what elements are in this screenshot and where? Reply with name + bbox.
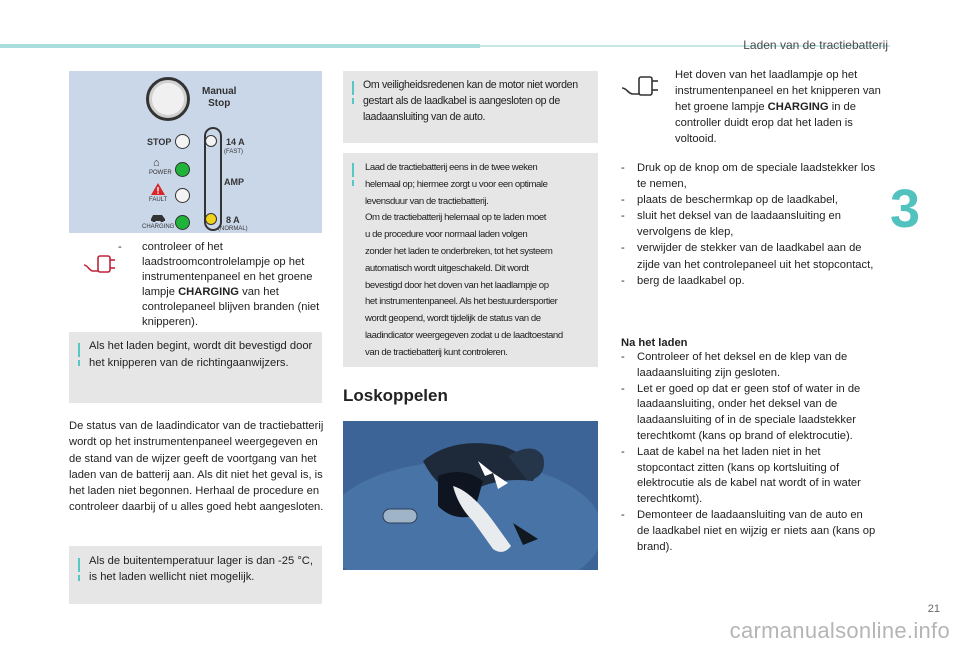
note-line: u de procedure voor normaal laden volgen xyxy=(365,229,528,241)
note-line: Laad de tractiebatterij eens in de twee weken xyxy=(365,162,538,173)
intro-bold: CHARGING xyxy=(767,101,829,113)
list-item: - Let er goed op dat er geen stof of water in de laadaansluiting, onder het deksel van de laadaansluiting of in de speciale laadstekker terechtkomt (kans op brand of elektrocutie). xyxy=(621,382,876,445)
plug-icon-right xyxy=(620,70,660,103)
note-marker xyxy=(78,343,80,357)
note-box-full-charge xyxy=(343,153,598,367)
list-item: - Druk op de knop om de speciale laadstekker los te nemen, xyxy=(621,160,876,192)
status-paragraph: De status van de laadindicator van de tractiebatterij wordt op het instrumentenpaneel weergegeven en de stand van de wijzer geeft de voortgang van het laden van de batterij aan. Als dit niet het geval is, is het laden niet begonnen. Herhaal de procedure en controleer daarbij of u alles goed hebt aangesloten. xyxy=(69,420,324,514)
note-blinkers-text: Als het laden begint, wordt dit bevestigd door het knipperen van de richtingaanwijzers. xyxy=(89,340,313,369)
list-item: - Demonteer de laadaansluiting van de auto en de laadkabel niet en wijzig er niets aan (kans op brand). xyxy=(621,508,876,555)
after-charging-heading: Na het laden xyxy=(621,337,688,349)
note-line: wordt geopend, wordt tijdelijk de status van de xyxy=(365,313,541,325)
note-line: automatisch wordt uitgeschakeld. Dit wordt xyxy=(365,262,529,274)
chapter-number: 3 xyxy=(890,179,921,239)
power-led xyxy=(175,162,190,177)
note-marker xyxy=(78,558,80,572)
intro-text: Het doven van het laadlampje op het instrumentenpaneel en het knipperen van het groene lampje xyxy=(675,69,881,113)
disconnect-steps-list xyxy=(621,160,876,289)
normal-label: (NORMAL) xyxy=(218,226,248,232)
note-line: het instrumentenpaneel. Als het bestuurdersportier xyxy=(365,296,558,308)
list-item: - plaats de beschermkap op de laadkabel, xyxy=(621,192,876,208)
note-line: helemaal op; hiermee zorgt u voor een optimale xyxy=(365,178,548,190)
stop-label: STOP xyxy=(147,137,172,147)
note-line: Om de tractiebatterij helemaal op te laden moet xyxy=(365,212,546,224)
note-safety-text: Om veiligheidsredenen kan de motor niet worden gestart als de laadkabel is aangesloten op de laadaansluiting van de auto. xyxy=(363,79,578,123)
amp-8-led xyxy=(205,213,217,225)
check-item-end: van het controlepaneel blijven branden (niet knipperen). xyxy=(142,286,320,328)
note-full-charge-text xyxy=(365,160,594,362)
note-box-safety xyxy=(343,71,598,143)
check-item-text: controleer of het laadstroomcontrolelampje op het instrumentenpaneel en het groene lampje xyxy=(142,241,313,298)
intro-end: in de controller duidt erop dat het laden is voltooid. xyxy=(675,101,856,145)
manual-label: Manual xyxy=(202,86,237,97)
list-item: - verwijder de stekker van de laadkabel aan de zijde van het controlepaneel uit het stopcontact, xyxy=(621,240,876,272)
amp-14-led xyxy=(205,135,217,147)
charging-led xyxy=(175,215,190,230)
note-box-temperature xyxy=(69,546,322,604)
note-line: zonder het laden te onderbreken, tot het systeem xyxy=(365,245,553,257)
note-marker xyxy=(352,81,354,95)
note-line: levensduur van de tractiebatterij. xyxy=(365,195,489,207)
section-title: Laden van de tractiebatterij xyxy=(743,38,888,52)
power-label: POWER xyxy=(149,170,172,176)
charging-control-panel-illustration xyxy=(69,71,322,233)
watermark: carmanualsonline.info xyxy=(729,618,950,643)
charging-port-photo xyxy=(343,421,598,570)
note-marker xyxy=(352,163,354,177)
fast-label: (FAST) xyxy=(224,149,243,155)
note-temperature-text: Als de buitentemperatuur lager is dan -25 °C, is het laden wellicht niet mogelijk. xyxy=(89,555,313,583)
stop-sub-label: Stop xyxy=(208,98,231,109)
charging-complete-intro xyxy=(675,67,885,147)
amp-8-label: 8 A xyxy=(226,215,240,225)
note-line: laadindicator weergegeven zodat u de laadtoestand xyxy=(365,329,563,341)
list-item: - sluit het deksel van de laadaansluiting en vervolgens de klep, xyxy=(621,208,876,240)
amp-label: AMP xyxy=(224,177,244,187)
after-charging-list xyxy=(621,350,876,555)
fault-label: FAULT xyxy=(149,197,168,203)
charging-label: CHARGING xyxy=(142,224,175,230)
note-line: bevestigd door het doven van het laadlampje op xyxy=(365,279,549,291)
list-item: - Laat de kabel na het laden niet in het stopcontact zitten (kans op kortsluiting of elektrocutie als de kabel nat wordt of in water terechtkomt). xyxy=(621,445,876,508)
note-line: van de tractiebatterij kunt controleren. xyxy=(365,346,508,358)
fault-led xyxy=(175,188,190,203)
section-heading-disconnect: Loskoppelen xyxy=(343,386,448,405)
page-number: 21 xyxy=(927,603,940,615)
check-item: - controleer of het laadstroomcontrolelampje op het instrumentenpaneel en het groene lampje CHARGING van het controlepaneel blijven branden (niet knipperen). xyxy=(118,241,320,328)
home-icon: ⌂ xyxy=(153,157,160,169)
note-box-blinkers xyxy=(69,332,322,403)
check-item-bold: CHARGING xyxy=(178,286,239,298)
plug-icon xyxy=(82,250,116,281)
list-item: - berg de laadkabel op. xyxy=(621,273,876,289)
stop-led xyxy=(175,134,190,149)
manual-stop-button xyxy=(146,77,190,121)
list-item: - Controleer of het deksel en de klep van de laadaansluiting zijn gesloten. xyxy=(621,350,876,382)
amp-14-label: 14 A xyxy=(226,137,245,147)
header-accent-bar xyxy=(0,44,480,48)
manual-stop-label xyxy=(202,86,236,110)
